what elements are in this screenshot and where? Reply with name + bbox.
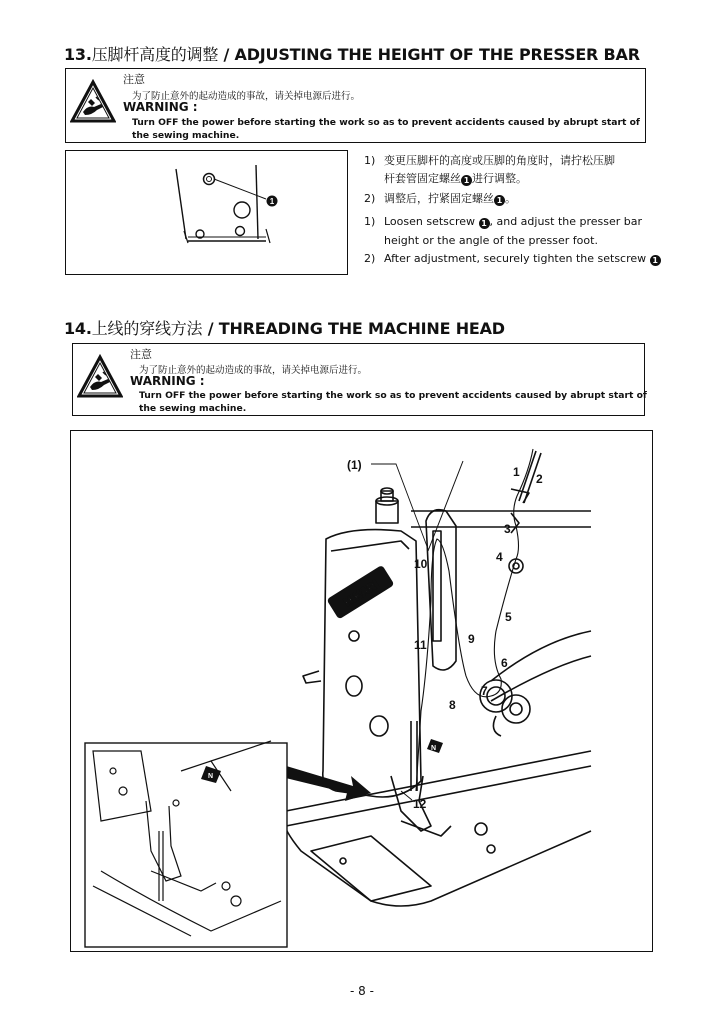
- warning-1-cn-body: 为了防止意外的起动造成的事故，请关掉电源后进行。: [132, 91, 361, 102]
- setscrew-marker-icon: 1: [479, 218, 490, 229]
- callout-label-12: 12: [413, 797, 427, 811]
- inset-mark-label: N: [208, 773, 214, 780]
- step-cn-1-text-c: 进行调整。: [472, 172, 527, 185]
- section-13-number: 13.: [64, 45, 92, 64]
- step-cn-2-num: 2): [364, 192, 376, 205]
- step-en-1-text-b: , and adjust the presser bar: [489, 215, 643, 228]
- callout-label-6: 6: [501, 656, 508, 670]
- callout-label-p1: (1): [347, 458, 362, 472]
- callout-label-4: 4: [496, 550, 503, 564]
- callout-label-7: 7: [481, 684, 488, 698]
- section-14-heading: [64, 316, 505, 339]
- step-cn-1-num: 1): [364, 154, 376, 167]
- callout-label-5: 5: [505, 610, 512, 624]
- section-13-title-cn: 压脚杆高度的调整: [91, 45, 219, 64]
- warning-2-en-title: WARNING :: [130, 374, 205, 388]
- hand-hazard-warning-icon: [77, 354, 123, 400]
- callout-label-8: 8: [449, 698, 456, 712]
- step-cn-2: [364, 190, 516, 206]
- head-mark-label: N: [431, 745, 437, 752]
- hand-hazard-warning-icon: [70, 79, 116, 125]
- warning-box-2: [72, 343, 645, 416]
- step-cn-1-cont: [384, 170, 527, 186]
- step-en-1: [364, 215, 642, 229]
- step-en-1-cont: height or the angle of the presser foot.: [384, 234, 598, 247]
- warning-2-en-body: Turn OFF the power before starting the work so as to prevent accidents caused by abrupt start of the sewing machine.: [139, 390, 647, 414]
- presser-bar-figure: [65, 150, 348, 275]
- step-en-2: [364, 252, 661, 266]
- step-cn-2-text-b: 。: [505, 192, 516, 205]
- step-en-1-text-a: Loosen setscrew: [384, 215, 475, 228]
- threading-drawing: [71, 431, 651, 950]
- callout-label-2: 2: [536, 472, 543, 486]
- callout-label-11: 11: [414, 638, 427, 652]
- step-cn-1: [364, 152, 615, 168]
- callout-1-label: 1: [269, 197, 275, 206]
- callout-label-3: 3: [504, 522, 511, 536]
- section-13-heading: [64, 42, 640, 65]
- step-en-2-num: 2): [364, 252, 376, 265]
- warning-1-cn-title: 注意: [123, 73, 145, 86]
- step-en-1-num: 1): [364, 215, 376, 228]
- step-cn-1-text-b: 杆套管固定螺丝: [384, 172, 461, 185]
- setscrew-marker-icon: 1: [650, 255, 661, 266]
- warning-2-cn-body: 为了防止意外的起动造成的事故，请关掉电源后进行。: [139, 365, 368, 376]
- section-13-title-en: / ADJUSTING THE HEIGHT OF THE PRESSER BAR: [218, 45, 640, 64]
- callout-label-1: 1: [513, 465, 520, 479]
- section-14-title-en: / THREADING THE MACHINE HEAD: [202, 319, 505, 338]
- brand-logo: HIKARI: [342, 578, 381, 609]
- warning-1-en-title: WARNING :: [123, 100, 198, 114]
- presser-bar-drawing: [66, 151, 346, 273]
- section-14-title-cn: 上线的穿线方法: [91, 319, 203, 338]
- threading-figure: [70, 430, 653, 952]
- setscrew-marker-icon: 1: [494, 195, 505, 206]
- warning-box-1: [65, 68, 646, 143]
- setscrew-marker-icon: 1: [461, 175, 472, 186]
- callout-label-10: 10: [414, 557, 428, 571]
- step-en-2-text: After adjustment, securely tighten the setscrew: [384, 252, 647, 265]
- step-cn-2-text-a: 调整后，拧紧固定螺丝: [384, 192, 494, 205]
- callout-label-9: 9: [468, 632, 475, 646]
- step-cn-1-text-a: 变更压脚杆的高度或压脚的角度时，请拧松压脚: [384, 154, 615, 167]
- warning-1-en-body: Turn OFF the power before starting the work so as to prevent accidents caused by abrupt start of the sewing machine.: [132, 117, 640, 141]
- warning-2-cn-title: 注意: [130, 348, 152, 361]
- page-number: - 8 -: [350, 984, 374, 998]
- section-14-number: 14.: [64, 319, 92, 338]
